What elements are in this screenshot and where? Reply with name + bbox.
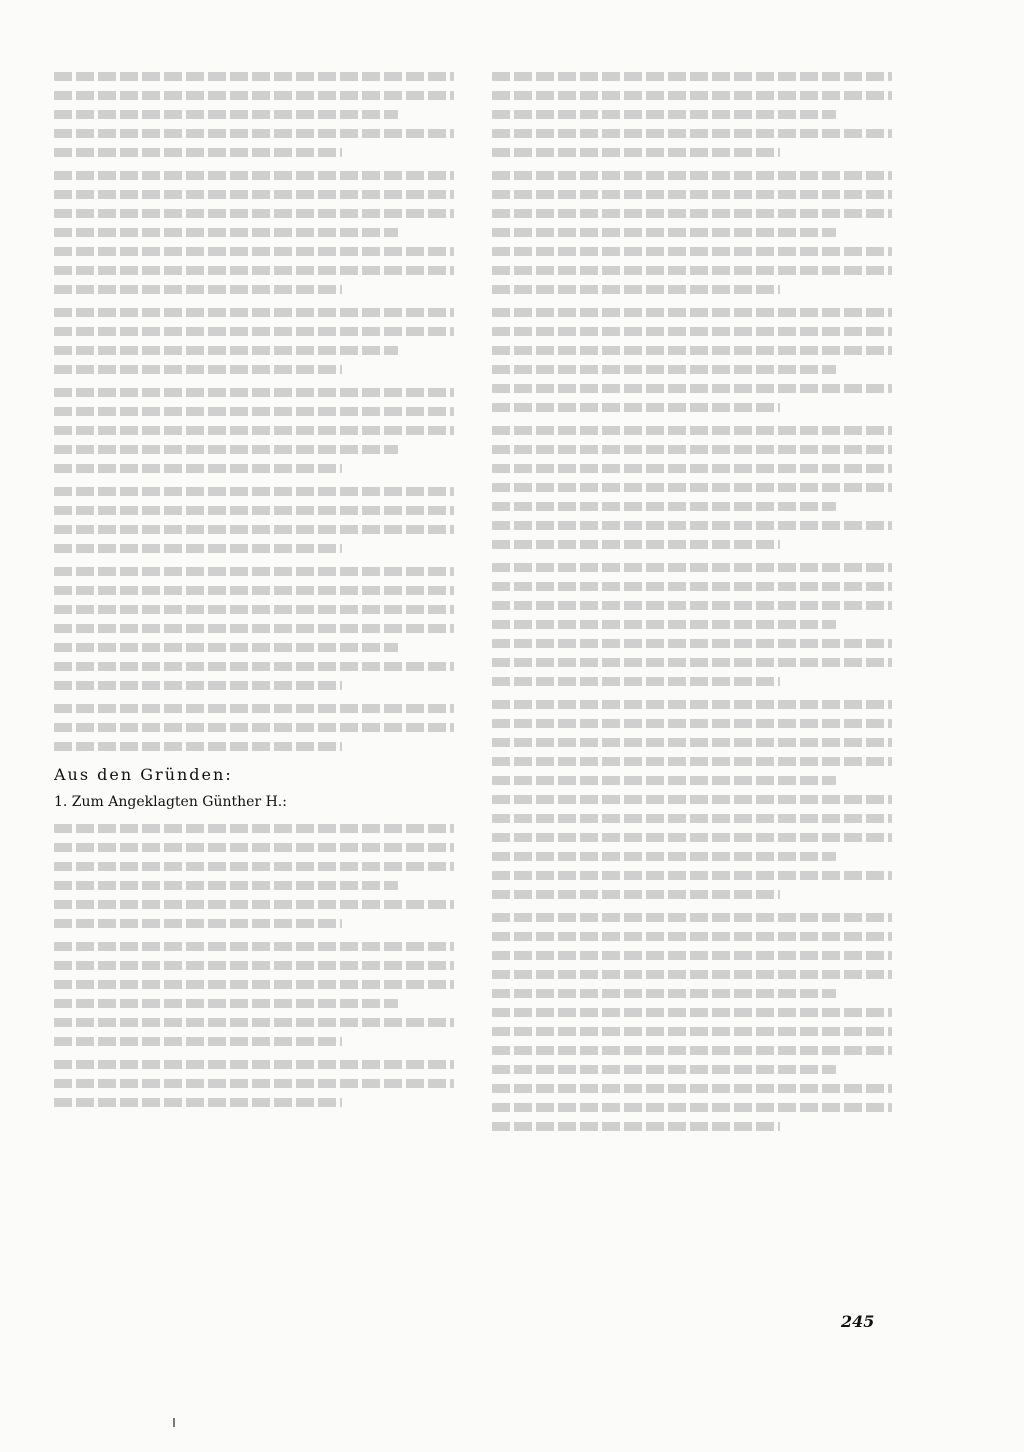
paragraph-placeholder <box>54 388 454 473</box>
text-line-placeholder <box>492 308 892 317</box>
text-line-placeholder <box>54 72 454 81</box>
page-number: 245 <box>841 1312 875 1331</box>
text-line-placeholder <box>54 1037 342 1046</box>
text-line-placeholder <box>54 228 398 237</box>
text-line-placeholder <box>492 932 892 941</box>
text-line-placeholder <box>492 913 892 922</box>
text-line-placeholder <box>54 91 454 100</box>
text-line-placeholder <box>492 327 892 336</box>
text-line-placeholder <box>54 662 454 671</box>
text-line-placeholder <box>492 247 892 256</box>
text-line-placeholder <box>492 228 836 237</box>
text-line-placeholder <box>492 658 892 667</box>
text-line-placeholder <box>54 843 454 852</box>
paragraph-placeholder <box>54 487 454 553</box>
text-line-placeholder <box>492 620 836 629</box>
text-line-placeholder <box>492 738 892 747</box>
text-line-placeholder <box>54 308 454 317</box>
text-line-placeholder <box>492 1122 780 1131</box>
text-line-placeholder <box>492 521 892 530</box>
text-line-placeholder <box>54 704 454 713</box>
left-text-column <box>54 72 454 1121</box>
text-line-placeholder <box>492 582 892 591</box>
text-line-placeholder <box>54 605 454 614</box>
text-line-placeholder <box>492 365 836 374</box>
text-line-placeholder <box>492 1103 892 1112</box>
text-line-placeholder <box>492 285 780 294</box>
paragraph-placeholder <box>492 700 892 899</box>
text-line-placeholder <box>492 700 892 709</box>
text-line-placeholder <box>54 824 454 833</box>
text-line-placeholder <box>54 544 342 553</box>
paragraph-placeholder <box>54 704 454 751</box>
text-line-placeholder <box>54 407 454 416</box>
text-line-placeholder <box>54 346 398 355</box>
text-line-placeholder <box>492 852 836 861</box>
text-line-placeholder <box>492 426 892 435</box>
text-line-placeholder <box>492 190 892 199</box>
text-line-placeholder <box>54 942 454 951</box>
text-line-placeholder <box>492 601 892 610</box>
text-line-placeholder <box>492 403 780 412</box>
paragraph-placeholder <box>54 824 454 928</box>
text-line-placeholder <box>492 814 892 823</box>
text-line-placeholder <box>492 148 780 157</box>
text-line-placeholder <box>54 110 398 119</box>
defendant-subheading: 1. Zum Angeklagten Günther H.: <box>54 794 287 810</box>
text-line-placeholder <box>492 871 892 880</box>
paragraph-placeholder <box>54 567 454 690</box>
text-line-placeholder <box>54 1098 342 1107</box>
text-line-placeholder <box>54 742 342 751</box>
paragraph-placeholder <box>492 308 892 412</box>
text-line-placeholder <box>492 719 892 728</box>
text-line-placeholder <box>492 72 892 81</box>
text-line-placeholder <box>492 129 892 138</box>
text-line-placeholder <box>54 862 454 871</box>
paragraph-placeholder <box>54 1060 454 1107</box>
paragraph-placeholder <box>54 171 454 294</box>
text-line-placeholder <box>54 247 454 256</box>
text-line-placeholder <box>54 148 342 157</box>
text-line-placeholder <box>492 1008 892 1017</box>
text-line-placeholder <box>492 776 836 785</box>
text-line-placeholder <box>54 980 454 989</box>
text-line-placeholder <box>492 970 892 979</box>
text-line-placeholder <box>54 624 454 633</box>
text-line-placeholder <box>492 502 836 511</box>
text-line-placeholder <box>54 1079 454 1088</box>
text-line-placeholder <box>492 384 892 393</box>
text-line-placeholder <box>492 757 892 766</box>
text-line-placeholder <box>54 487 454 496</box>
scan-speck <box>173 1418 175 1427</box>
text-line-placeholder <box>54 999 398 1008</box>
text-line-placeholder <box>54 129 454 138</box>
text-line-placeholder <box>492 266 892 275</box>
text-line-placeholder <box>54 209 454 218</box>
paragraph-placeholder <box>54 942 454 1046</box>
text-line-placeholder <box>492 639 892 648</box>
text-line-placeholder <box>54 881 398 890</box>
text-line-placeholder <box>54 567 454 576</box>
text-line-placeholder <box>54 365 342 374</box>
text-line-placeholder <box>492 989 836 998</box>
text-line-placeholder <box>492 833 892 842</box>
text-line-placeholder <box>492 171 892 180</box>
text-line-placeholder <box>54 445 398 454</box>
text-line-placeholder <box>54 900 454 909</box>
text-line-placeholder <box>54 681 342 690</box>
text-line-placeholder <box>492 110 836 119</box>
text-line-placeholder <box>54 1018 454 1027</box>
paragraph-placeholder <box>492 913 892 1131</box>
text-line-placeholder <box>54 327 454 336</box>
text-line-placeholder <box>54 285 342 294</box>
text-line-placeholder <box>492 91 892 100</box>
text-line-placeholder <box>54 506 454 515</box>
text-line-placeholder <box>492 540 780 549</box>
text-line-placeholder <box>54 961 454 970</box>
paragraph-placeholder <box>492 72 892 157</box>
text-line-placeholder <box>492 563 892 572</box>
reasons-heading: Aus den Gründen: <box>54 765 233 784</box>
right-text-column <box>492 72 892 1145</box>
text-line-placeholder <box>54 464 342 473</box>
text-line-placeholder <box>54 1060 454 1069</box>
text-line-placeholder <box>492 1065 836 1074</box>
text-line-placeholder <box>492 795 892 804</box>
text-line-placeholder <box>54 171 454 180</box>
text-line-placeholder <box>54 643 398 652</box>
text-line-placeholder <box>54 426 454 435</box>
text-line-placeholder <box>54 525 454 534</box>
text-line-placeholder <box>54 266 454 275</box>
text-line-placeholder <box>492 483 892 492</box>
text-line-placeholder <box>54 388 454 397</box>
text-line-placeholder <box>54 190 454 199</box>
text-line-placeholder <box>492 346 892 355</box>
text-line-placeholder <box>54 723 454 732</box>
text-line-placeholder <box>492 890 780 899</box>
text-line-placeholder <box>54 586 454 595</box>
paragraph-placeholder <box>54 72 454 157</box>
text-line-placeholder <box>492 1046 892 1055</box>
paragraph-placeholder <box>54 308 454 374</box>
text-line-placeholder <box>492 951 892 960</box>
text-line-placeholder <box>492 677 780 686</box>
text-line-placeholder <box>492 464 892 473</box>
text-line-placeholder <box>492 1027 892 1036</box>
text-line-placeholder <box>492 445 892 454</box>
paragraph-placeholder <box>492 563 892 686</box>
text-line-placeholder <box>54 919 342 928</box>
text-line-placeholder <box>492 1084 892 1093</box>
text-line-placeholder <box>492 209 892 218</box>
paragraph-placeholder <box>492 171 892 294</box>
paragraph-placeholder <box>492 426 892 549</box>
